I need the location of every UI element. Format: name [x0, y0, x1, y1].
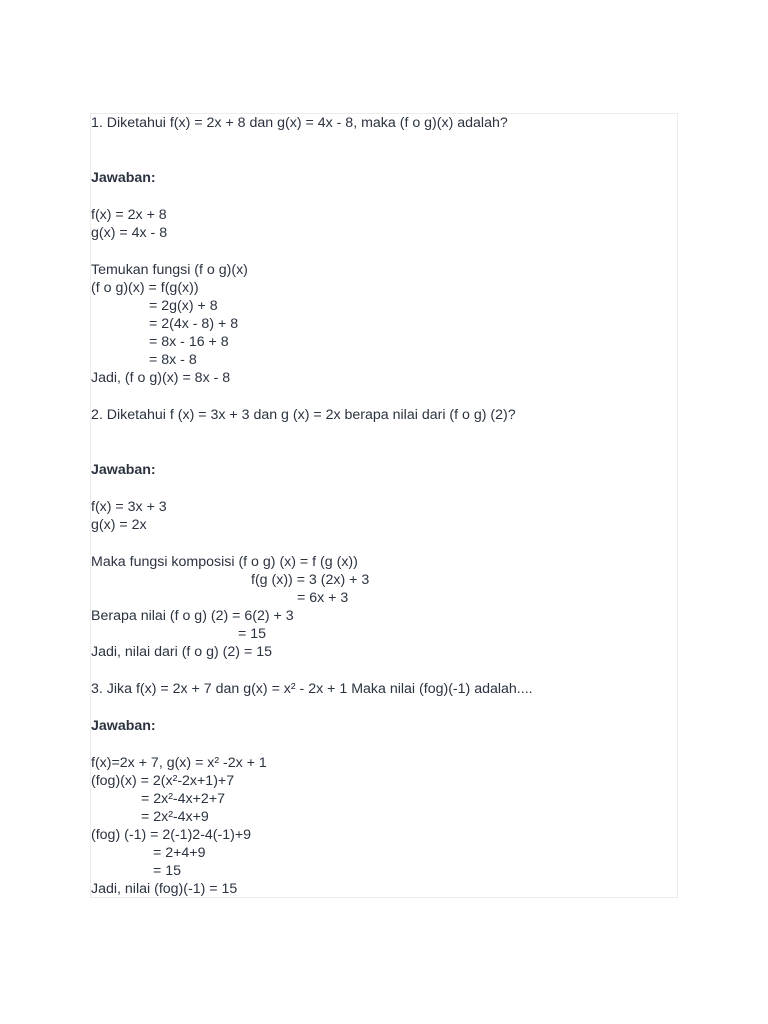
q1-answer-label: Jawaban:	[91, 170, 156, 186]
q1-conclusion: Jadi, (f o g)(x) = 8x - 8	[91, 370, 231, 386]
q2-step-5: = 15	[238, 626, 267, 642]
q3-step-5: = 2+4+9	[153, 845, 206, 861]
q2-given-f: f(x) = 3x + 3	[91, 499, 167, 515]
q2-answer-label: Jawaban:	[91, 462, 156, 478]
q1-step-1: (f o g)(x) = f(g(x))	[91, 280, 199, 296]
q3-step-4: (fog) (-1) = 2(-1)2-4(-1)+9	[91, 827, 252, 843]
q3-step-1: (fog)(x) = 2(x²-2x+1)+7	[91, 773, 235, 789]
document-page	[90, 113, 678, 898]
q3-conclusion: Jadi, nilai (fog)(-1) = 15	[91, 881, 238, 897]
q1-step-3: = 2(4x - 8) + 8	[149, 316, 239, 332]
q3-step-2: = 2x²-4x+2+7	[141, 791, 225, 807]
q2-step-2: f(g (x)) = 3 (2x) + 3	[251, 572, 370, 588]
q1-step-5: = 8x - 8	[149, 352, 197, 368]
q1-step-4: = 8x - 16 + 8	[149, 334, 229, 350]
q2-question: 2. Diketahui f (x) = 3x + 3 dan g (x) = 2x berapa nilai dari (f o g) (2)?	[91, 407, 516, 423]
q2-given-g: g(x) = 2x	[91, 517, 147, 533]
document-content	[91, 114, 679, 898]
q3-step-3: = 2x²-4x+9	[141, 809, 209, 825]
q2-conclusion: Jadi, nilai dari (f o g) (2) = 15	[91, 644, 272, 660]
q2-step-1: Maka fungsi komposisi (f o g) (x) = f (g (x))	[91, 554, 358, 570]
q1-given-g: g(x) = 4x - 8	[91, 225, 168, 241]
q3-given: f(x)=2x + 7, g(x) = x² -2x + 1	[91, 755, 267, 771]
q1-given-f: f(x) = 2x + 8	[91, 207, 167, 223]
q1-question: 1. Diketahui f(x) = 2x + 8 dan g(x) = 4x - 8, maka (f o g)(x) adalah?	[91, 115, 508, 131]
q3-answer-label: Jawaban:	[91, 718, 156, 734]
q3-step-6: = 15	[153, 863, 182, 879]
q1-step-2: = 2g(x) + 8	[149, 298, 218, 314]
q1-steps-intro: Temukan fungsi (f o g)(x)	[91, 262, 248, 278]
q3-question: 3. Jika f(x) = 2x + 7 dan g(x) = x² - 2x + 1 Maka nilai (fog)(-1) adalah....	[91, 681, 533, 697]
q2-step-3: = 6x + 3	[297, 590, 349, 606]
q2-step-4: Berapa nilai (f o g) (2) = 6(2) + 3	[91, 608, 294, 624]
